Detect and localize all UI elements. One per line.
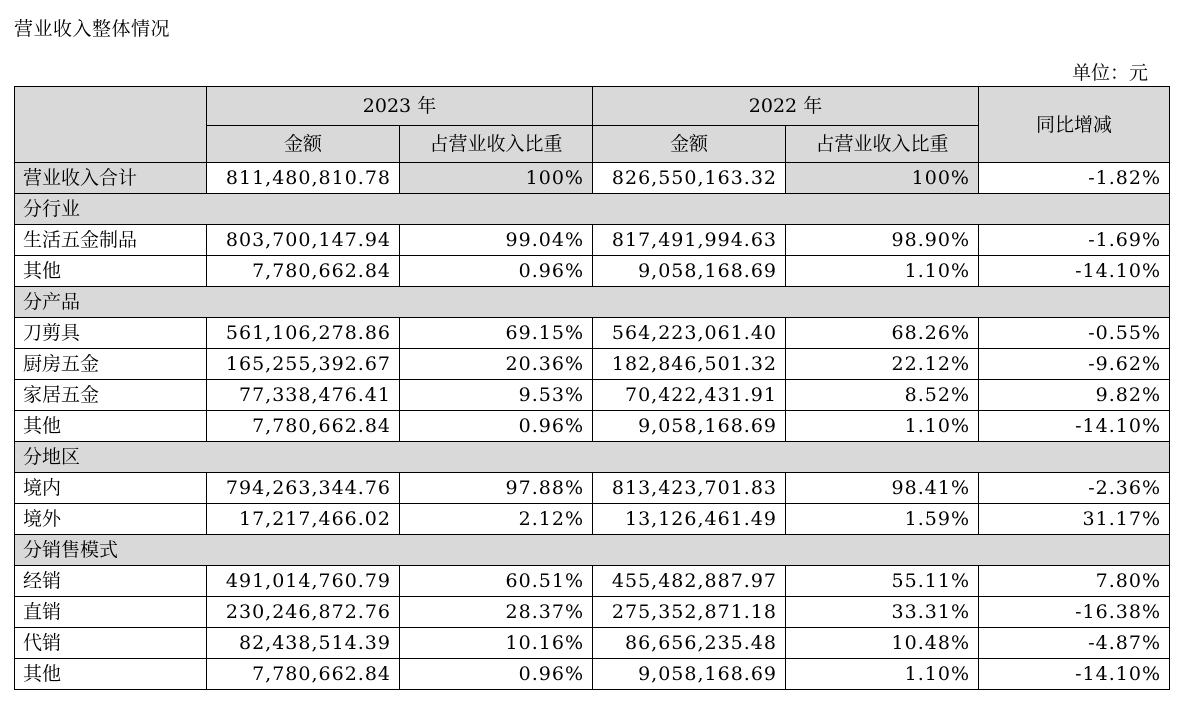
table-row (15, 225, 1170, 256)
row-label: 其他 (15, 659, 207, 690)
yoy-cell: -2.36% (979, 473, 1170, 504)
share-2023-cell: 97.88% (400, 473, 593, 504)
yoy-cell: 7.80% (979, 566, 1170, 597)
amount-2022-cell: 86,656,235.48 (593, 628, 786, 659)
yoy-cell: -14.10% (979, 659, 1170, 690)
section-title: 分行业 (15, 194, 1170, 225)
row-label: 其他 (15, 411, 207, 442)
section-title: 分产品 (15, 287, 1170, 318)
amount-2023-cell: 230,246,872.76 (207, 597, 400, 628)
share-2022-cell: 10.48% (786, 628, 979, 659)
share-2022-cell: 100% (786, 163, 979, 194)
amount-2023-cell: 811,480,810.78 (207, 163, 400, 194)
share-2023-cell: 0.96% (400, 256, 593, 287)
amount-2023-cell: 82,438,514.39 (207, 628, 400, 659)
amount-2022-cell: 182,846,501.32 (593, 349, 786, 380)
yoy-cell: -4.87% (979, 628, 1170, 659)
page-title: 营业收入整体情况 (14, 18, 171, 40)
amount-2023-cell: 7,780,662.84 (207, 659, 400, 690)
yoy-cell: -0.55% (979, 318, 1170, 349)
table-row (15, 380, 1170, 411)
section-title: 分销售模式 (15, 535, 1170, 566)
share-2023-cell: 99.04% (400, 225, 593, 256)
amount-2022-cell: 9,058,168.69 (593, 256, 786, 287)
header-amount-2023: 金额 (207, 126, 400, 163)
yoy-cell: 31.17% (979, 504, 1170, 535)
share-2023-cell: 0.96% (400, 659, 593, 690)
section-row (15, 287, 1170, 318)
share-2023-cell: 9.53% (400, 380, 593, 411)
amount-2022-cell: 564,223,061.40 (593, 318, 786, 349)
row-label: 直销 (15, 597, 207, 628)
amount-2022-cell: 817,491,994.63 (593, 225, 786, 256)
section-row (15, 194, 1170, 225)
amount-2023-cell: 794,263,344.76 (207, 473, 400, 504)
amount-2023-cell: 165,255,392.67 (207, 349, 400, 380)
row-label: 刀剪具 (15, 318, 207, 349)
header-blank-cell (15, 87, 207, 163)
total-row (15, 163, 1170, 194)
table-row (15, 318, 1170, 349)
share-2023-cell: 28.37% (400, 597, 593, 628)
amount-2022-cell: 13,126,461.49 (593, 504, 786, 535)
row-label: 境内 (15, 473, 207, 504)
yoy-cell: -1.82% (979, 163, 1170, 194)
amount-2022-cell: 826,550,163.32 (593, 163, 786, 194)
table-row (15, 256, 1170, 287)
share-2022-cell: 55.11% (786, 566, 979, 597)
table-row (15, 349, 1170, 380)
share-2022-cell: 1.10% (786, 256, 979, 287)
amount-2022-cell: 275,352,871.18 (593, 597, 786, 628)
share-2022-cell: 98.90% (786, 225, 979, 256)
share-2023-cell: 0.96% (400, 411, 593, 442)
row-label: 经销 (15, 566, 207, 597)
header-share-2022: 占营业收入比重 (786, 126, 979, 163)
share-2022-cell: 1.10% (786, 411, 979, 442)
row-label: 生活五金制品 (15, 225, 207, 256)
row-label: 境外 (15, 504, 207, 535)
table-row (15, 659, 1170, 690)
share-2022-cell: 1.10% (786, 659, 979, 690)
unit-label: 单位：元 (1071, 62, 1148, 84)
table-row (15, 504, 1170, 535)
amount-2023-cell: 561,106,278.86 (207, 318, 400, 349)
amount-2023-cell: 491,014,760.79 (207, 566, 400, 597)
section-row (15, 535, 1170, 566)
header-share-2023: 占营业收入比重 (400, 126, 593, 163)
section-row (15, 442, 1170, 473)
share-2023-cell: 69.15% (400, 318, 593, 349)
table-row (15, 411, 1170, 442)
yoy-cell: -9.62% (979, 349, 1170, 380)
table-row (15, 628, 1170, 659)
share-2022-cell: 8.52% (786, 380, 979, 411)
share-2022-cell: 1.59% (786, 504, 979, 535)
amount-2022-cell: 9,058,168.69 (593, 411, 786, 442)
share-2023-cell: 100% (400, 163, 593, 194)
share-2023-cell: 10.16% (400, 628, 593, 659)
amount-2022-cell: 455,482,887.97 (593, 566, 786, 597)
header-row-years (15, 87, 1170, 126)
amount-2022-cell: 70,422,431.91 (593, 380, 786, 411)
yoy-cell: -1.69% (979, 225, 1170, 256)
row-label: 家居五金 (15, 380, 207, 411)
amount-2023-cell: 77,338,476.41 (207, 380, 400, 411)
share-2023-cell: 60.51% (400, 566, 593, 597)
amount-2022-cell: 9,058,168.69 (593, 659, 786, 690)
table-row (15, 473, 1170, 504)
amount-2023-cell: 7,780,662.84 (207, 411, 400, 442)
header-amount-2022: 金额 (593, 126, 786, 163)
share-2022-cell: 98.41% (786, 473, 979, 504)
section-title: 分地区 (15, 442, 1170, 473)
yoy-cell: -14.10% (979, 256, 1170, 287)
row-label: 其他 (15, 256, 207, 287)
row-label: 代销 (15, 628, 207, 659)
yoy-cell: -16.38% (979, 597, 1170, 628)
row-label: 营业收入合计 (15, 163, 207, 194)
share-2022-cell: 68.26% (786, 318, 979, 349)
yoy-cell: 9.82% (979, 380, 1170, 411)
revenue-table (14, 86, 1170, 690)
amount-2023-cell: 7,780,662.84 (207, 256, 400, 287)
row-label: 厨房五金 (15, 349, 207, 380)
header-year-2022: 2022 年 (593, 87, 979, 126)
share-2023-cell: 20.36% (400, 349, 593, 380)
amount-2022-cell: 813,423,701.83 (593, 473, 786, 504)
amount-2023-cell: 803,700,147.94 (207, 225, 400, 256)
yoy-cell: -14.10% (979, 411, 1170, 442)
share-2022-cell: 22.12% (786, 349, 979, 380)
share-2023-cell: 2.12% (400, 504, 593, 535)
share-2022-cell: 33.31% (786, 597, 979, 628)
table-row (15, 597, 1170, 628)
header-yoy: 同比增减 (979, 87, 1170, 163)
table-row (15, 566, 1170, 597)
amount-2023-cell: 17,217,466.02 (207, 504, 400, 535)
header-year-2023: 2023 年 (207, 87, 593, 126)
